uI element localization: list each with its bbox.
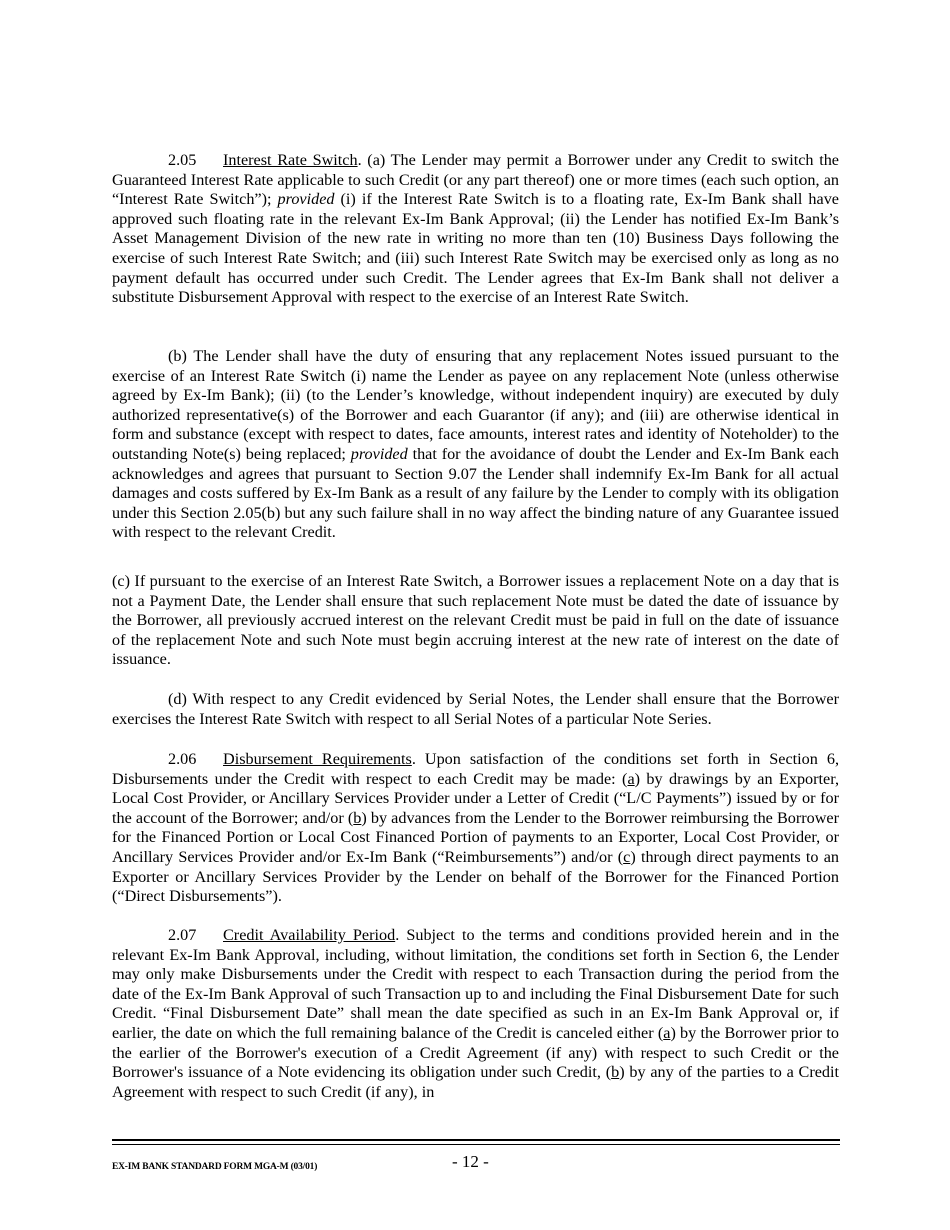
- italic-term: provided: [277, 190, 335, 209]
- section-2-05-a: [112, 151, 839, 308]
- footer-rule-thin: [112, 1144, 840, 1145]
- section-2-05-c: (c) If pursuant to the exercise of an Interest Rate Switch, a Borrower issues a replacement Note on a day that is not a Payment Date, the Lender shall ensure that such replacement Note must be dated the date of issuance by the Borrower, all previously accrued interest on the relevant Credit must be paid in full on the date of issuance of the replacement Note and such Note must begin accruing interest at the new rate of interest on the date of issuance.: [112, 572, 839, 669]
- section-2-05-b: [112, 347, 839, 543]
- paragraph-text: ) by advances from the Lender to the Borrower reimbursing the Borrower for the Financed Portion or Local Cost Financed Portion of payments to an Exporter, Local Cost Provider, or Ancillary Services Provider and/or Ex-Im Bank (“Reimbursements”) and/or (: [112, 808, 839, 866]
- section-heading: Interest Rate Switch: [223, 151, 358, 169]
- footer-form-id: EX-IM BANK STANDARD FORM MGA-M (03/01): [112, 1162, 318, 1172]
- section-2-06: [112, 750, 839, 907]
- clause-letter: c: [623, 847, 631, 866]
- section-heading: Credit Availability Period: [223, 926, 396, 944]
- footer-rule-thick: [112, 1139, 840, 1141]
- section-2-07: [112, 926, 839, 1102]
- clause-letter: a: [663, 1023, 671, 1042]
- clause-letter: b: [611, 1063, 620, 1082]
- paragraph-text: (b) The Lender shall have the duty of ensuring that any replacement Notes issued pursuant to the exercise of an Interest Rate Switch (i) name the Lender as payee on any replacement Note (unless otherwise agreed by Ex-Im Bank); (ii) (to the Lender’s knowledge, without independent inquiry) are executed by duly authorized representative(s) of the Borrower and each Guarantor (if any); and (iii) are otherwise identical in form and substance (except with respect to dates, face amounts, interest rates and identity of Noteholder) to the outstanding Note(s) being replaced;: [112, 347, 839, 463]
- section-heading: Disbursement Requirements: [223, 750, 412, 768]
- section-number: 2.05: [168, 151, 197, 169]
- paragraph-text: . Upon satisfaction of the conditions set forth in Section 6, Disbursements under the Credit with respect to each Credit may be made: (: [112, 750, 839, 788]
- paragraph-text: ) by the Borrower prior to the earlier of the Borrower's execution of a Credit Agreement (if any) with respect to such Credit or the Borrower's issuance of a Note evidencing its obligation under such Credit, (: [112, 1023, 839, 1082]
- paragraph-text: . Subject to the terms and conditions provided herein and in the relevant Ex-Im Bank Approval, including, without limitation, the conditions set forth in Section 6, the Lender may only make Disbursements under the Credit with respect to each Transaction during the period from the date of the Ex-Im Bank Approval of such Transaction up to and including the Final Disbursement Date for such Credit. “Final Disbursement Date” shall mean the date specified as such in an Ex-Im Bank Approval or, if earlier, the date on which the full remaining balance of the Credit is canceled either (: [112, 926, 840, 1042]
- page-number: - 12 -: [452, 1152, 489, 1171]
- italic-term: provided: [350, 444, 408, 463]
- paragraph-text: that for the avoidance of doubt the Lender and Ex-Im Bank each acknowledges and agrees that pursuant to Section 9.07 the Lender shall indemnify Ex-Im Bank for all actual damages and costs suffered by Ex-Im Bank as a result of any failure by the Lender to comply with its obligation under this Section 2.05(b) but any such failure shall in no way affect the binding nature of any Guarantee issued with respect to the relevant Credit.: [112, 444, 839, 542]
- paragraph-text: . (a) The Lender may permit a Borrower under any Credit to switch the Guaranteed Interest Rate applicable to such Credit (or any part thereof) one or more times (each such option, an “Interest Rate Switch”);: [112, 151, 839, 209]
- paragraph-text: (i) if the Interest Rate Switch is to a floating rate, Ex-Im Bank shall have approved such floating rate in the relevant Ex-Im Bank Approval; (ii) the Lender has notified Ex-Im Bank’s Asset Management Division of the new rate in writing no more than ten (10) Business Days following the exercise of such Interest Rate Switch; and (iii) such Interest Rate Switch may be exercised only as long as no payment default has occurred under such Credit. The Lender agrees that Ex-Im Bank shall not deliver a substitute Disbursement Approval with respect to the exercise of an Interest Rate Switch.: [112, 190, 839, 307]
- paragraph-text: ) by any of the parties to a Credit Agreement with respect to such Credit (if any), in: [112, 1063, 839, 1101]
- clause-letter: b: [353, 808, 362, 827]
- section-number: 2.07: [168, 926, 197, 944]
- paragraph-text: ) by drawings by an Exporter, Local Cost Provider, or Ancillary Services Provider under a Letter of Credit (“L/C Payments”) issued by or for the account of the Borrower; and/or (: [112, 769, 840, 827]
- clause-letter: a: [627, 769, 635, 788]
- section-2-05-d: (d) With respect to any Credit evidenced by Serial Notes, the Lender shall ensure that the Borrower exercises the Interest Rate Switch with respect to all Serial Notes of a particular Note Series.: [112, 690, 839, 728]
- section-number: 2.06: [168, 750, 197, 768]
- paragraph-text: ) through direct payments to an Exporter or Ancillary Services Provider by the Lender on behalf of the Borrower for the Financed Portion (“Direct Disbursements”).: [112, 847, 839, 906]
